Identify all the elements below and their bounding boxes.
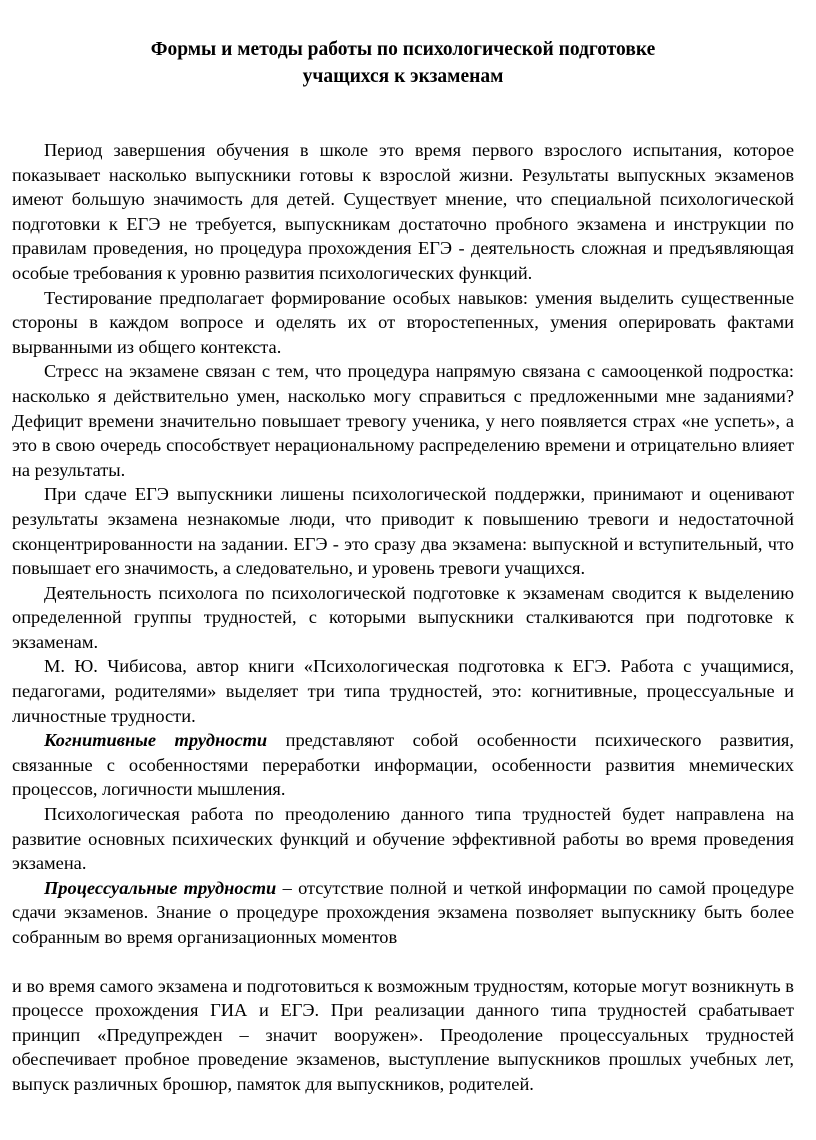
title-line-2: учащихся к экзаменам bbox=[302, 66, 504, 87]
cognitive-lead: Когнитивные трудности bbox=[44, 730, 268, 751]
paragraph-gap bbox=[12, 950, 794, 974]
procedural-text: – отсутствие полной и четкой информации по самой процедуре сдачи экзаменов. Знание о процедуре прохождения экзамена позволяет выпускнику быть более собранным во время организационных моментов bbox=[12, 877, 794, 947]
paragraph-cognitive bbox=[12, 728, 794, 802]
procedural-lead: Процессуальные трудности bbox=[44, 877, 277, 898]
paragraph-procedural bbox=[12, 876, 794, 950]
title-line-1: Формы и методы работы по психологической подготовке bbox=[150, 39, 656, 60]
cognitive-text: представляют собой особенности психического развития, связанные с особенностями переработки информации, особенности развития мнемических процессов, логичности мышления. bbox=[12, 730, 794, 800]
paragraph-continuation: и во время самого экзамена и подготовиться к возможным трудностям, которые могут возникнуть в процессе прохождения ГИА и ЕГЭ. При реализации данного типа трудностей срабатывает принцип «Предупрежден – значит вооружен». Преодоление процессуальных трудностей обеспечивает пробное проведение экзаменов, выступление выпускников прошлых учебных лет, выпуск различных брошюр, памяток для выпускников, родителей. bbox=[12, 975, 794, 1094]
paragraph-psych-work: Психологическая работа по преодолению данного типа трудностей будет направлена на развитие основных психических функций и обучение эффективной работы во время проведения экзамена. bbox=[12, 804, 794, 874]
page-title bbox=[12, 36, 794, 90]
paragraph-testing: Тестирование предполагает формирование особых навыков: умения выделить существенные стороны в каждом вопросе и оделять их от второстепенных, умения оперировать фактами вырванными из общего контекста. bbox=[12, 287, 794, 357]
paragraph-psychologist: Деятельность психолога по психологической подготовке к экзаменам сводится к выделению определенной группы трудностей, с которыми выпускники сталкиваются при подготовке к экзаменам. bbox=[12, 582, 794, 652]
paragraph-exam-support: При сдаче ЕГЭ выпускники лишены психологической поддержки, принимают и оценивают результаты экзамена незнакомые люди, что приводит к повышению тревоги и недостаточной сконцентрированности на задании. ЕГЭ - это сразу два экзамена: выпускной и вступительный, что повышает его значимость, а следовательно, и уровень тревоги учащихся. bbox=[12, 484, 794, 579]
paragraph-chibisova: М. Ю. Чибисова, автор книги «Психологическая подготовка к ЕГЭ. Работа с учащимися, педагогами, родителями» выделяет три типа трудностей, это: когнитивные, процессуальные и личностные трудности. bbox=[12, 656, 794, 726]
paragraph-intro: Период завершения обучения в школе это время первого взрослого испытания, которое показывает насколько выпускники готовы к взрослой жизни. Результаты выпускных экзаменов имеют большую значимость для детей. Существует мнение, что специальной психологической подготовки к ЕГЭ не требуется, выпускникам достаточно пробного экзамена и инструкции по правилам проведения, но процедура прохождения ЕГЭ - деятельность сложная и предъявляющая особые требования к уровню развития психологических функций. bbox=[12, 140, 794, 283]
paragraph-stress: Стресс на экзамене связан с тем, что процедура напрямую связана с самооценкой подростка: насколько я действительно умен, насколько могу справиться с предложенными мне заданиями? Дефицит времени значительно повышает тревогу ученика, у него появляется страх «не успеть», а это в свою очередь способствует нерациональному распределению времени и отрицательно влияет на результаты. bbox=[12, 361, 794, 480]
